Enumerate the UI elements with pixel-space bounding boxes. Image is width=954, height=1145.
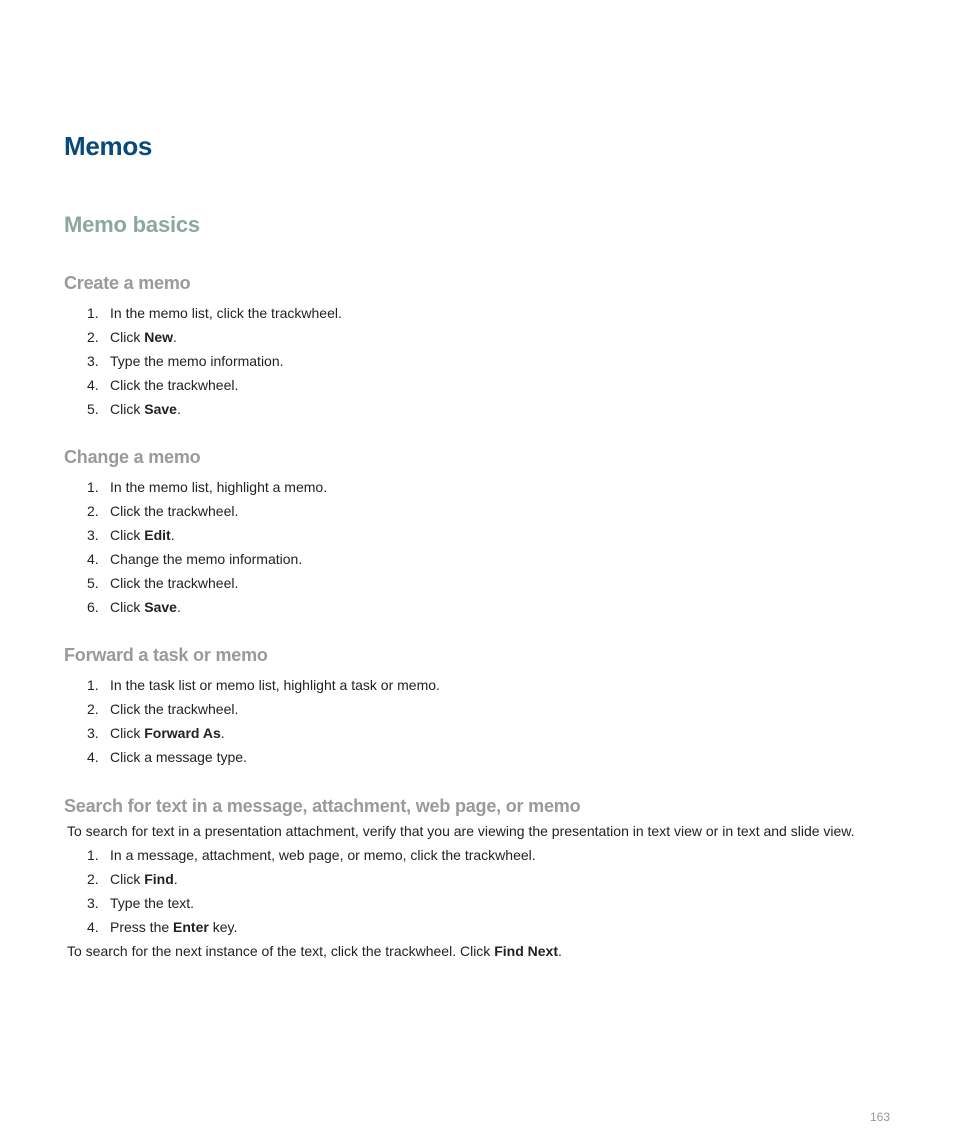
change-memo-heading: Change a memo [64, 447, 201, 467]
forward-section [0, 643, 954, 769]
change-memo-steps [0, 475, 954, 619]
create-memo-steps [0, 301, 954, 421]
step-number: 2. [87, 503, 99, 519]
create-memo-heading: Create a memo [64, 273, 191, 293]
step-number: 6. [87, 599, 99, 615]
step-item [0, 397, 954, 421]
step-item [0, 373, 954, 397]
step-command: Forward As [144, 725, 221, 741]
step-item [0, 697, 954, 721]
step-command: Find [144, 871, 174, 887]
step-item [0, 547, 954, 571]
step-number: 3. [87, 725, 99, 741]
step-item [0, 571, 954, 595]
step-number: 1. [87, 305, 99, 321]
step-item [0, 745, 954, 769]
step-item [0, 499, 954, 523]
step-text-end: . [176, 401, 181, 417]
step-text: Click [110, 725, 145, 741]
search-outro-text: To search for the next instance of the text, click the trackwheel. Click [67, 943, 495, 959]
step-text: Click the trackwheel. [110, 503, 239, 519]
page-number: 163 [869, 1110, 890, 1124]
search-outro [67, 939, 954, 963]
step-number: 5. [87, 575, 99, 591]
step-number: 4. [87, 749, 99, 765]
step-item [0, 673, 954, 697]
step-command: Save [144, 401, 177, 417]
step-number: 2. [87, 701, 99, 717]
search-outro-bold: Find Next [494, 943, 558, 959]
page-title: Memos [64, 131, 153, 161]
step-item [0, 915, 954, 939]
step-number: 2. [87, 329, 99, 345]
step-text: Type the text. [110, 895, 195, 911]
step-text: Click [110, 527, 145, 543]
step-text: Click the trackwheel. [110, 575, 239, 591]
search-outro-end: . [557, 943, 562, 959]
step-item [0, 301, 954, 325]
step-item [0, 325, 954, 349]
step-number: 4. [87, 551, 99, 567]
step-number: 3. [87, 895, 99, 911]
step-text: In the memo list, click the trackwheel. [110, 305, 342, 321]
step-number: 4. [87, 919, 99, 935]
step-item [0, 867, 954, 891]
section-title: Memo basics [64, 212, 200, 237]
step-text: Click [110, 599, 145, 615]
step-item [0, 475, 954, 499]
forward-steps [0, 673, 954, 769]
step-item [0, 891, 954, 915]
step-item [0, 721, 954, 745]
step-text: Click the trackwheel. [110, 377, 239, 393]
search-section [0, 794, 954, 963]
step-number: 4. [87, 377, 99, 393]
step-text: Click [110, 871, 145, 887]
step-text: Change the memo information. [110, 551, 303, 567]
search-intro: To search for text in a presentation attachment, verify that you are viewing the presentation in text view or in text and slide view. [67, 823, 855, 839]
step-text: In the memo list, highlight a memo. [110, 479, 328, 495]
step-number: 1. [87, 847, 99, 863]
step-item [0, 595, 954, 619]
step-text: Click the trackwheel. [110, 701, 239, 717]
change-memo-section [0, 445, 954, 619]
step-text: Click a message type. [110, 749, 247, 765]
step-text: In a message, attachment, web page, or memo, click the trackwheel. [110, 847, 536, 863]
step-text: Click [110, 401, 145, 417]
forward-heading: Forward a task or memo [64, 645, 268, 665]
step-command: New [144, 329, 174, 345]
step-text: Click [110, 329, 145, 345]
step-text-end: . [170, 527, 175, 543]
step-number: 1. [87, 479, 99, 495]
step-text: In the task list or memo list, highlight a task or memo. [110, 677, 440, 693]
step-number: 2. [87, 871, 99, 887]
step-command: Save [144, 599, 177, 615]
step-number: 3. [87, 353, 99, 369]
step-text-end: key. [208, 919, 238, 935]
create-memo-section [0, 271, 954, 421]
step-number: 3. [87, 527, 99, 543]
step-command: Edit [144, 527, 171, 543]
search-heading: Search for text in a message, attachment, web page, or memo [64, 796, 581, 816]
step-text-end: . [220, 725, 225, 741]
step-text: Type the memo information. [110, 353, 284, 369]
step-number: 5. [87, 401, 99, 417]
step-text-end: . [176, 599, 181, 615]
step-command: Enter [173, 919, 209, 935]
step-text-end: . [173, 871, 178, 887]
step-item [0, 523, 954, 547]
step-number: 1. [87, 677, 99, 693]
step-item [0, 843, 954, 867]
search-steps [0, 843, 954, 939]
step-item [0, 349, 954, 373]
step-text: Press the [110, 919, 174, 935]
step-text-end: . [173, 329, 177, 345]
